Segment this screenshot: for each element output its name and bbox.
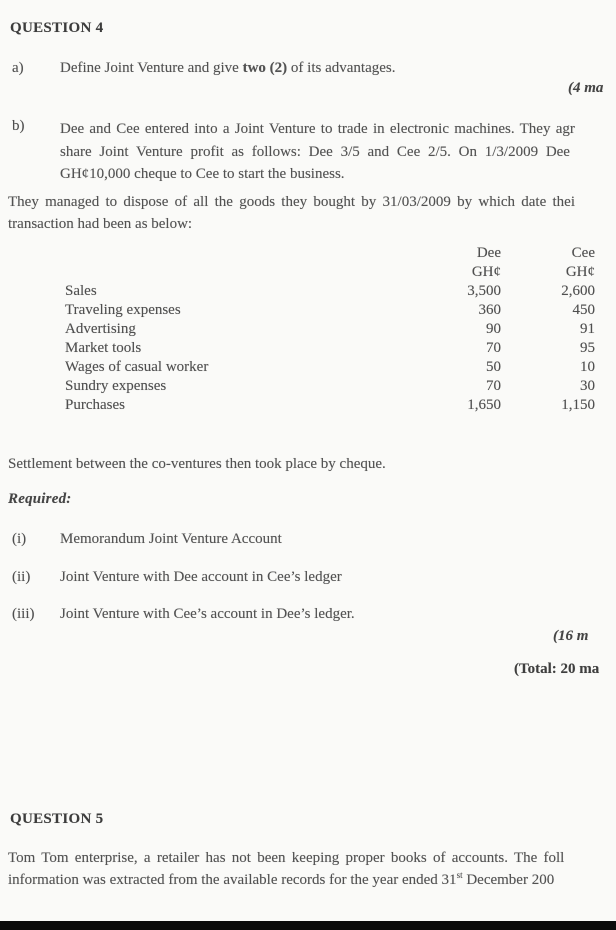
cee-value: 450 — [572, 302, 595, 318]
currency-header-dee: GH¢ — [471, 264, 501, 280]
question-5-line-2-end: December 200 — [462, 872, 555, 888]
part-a-marker: a) — [12, 60, 24, 76]
question-5-line-1: Tom Tom enterprise, a retailer has not been keeping proper books of accounts. The foll — [8, 850, 565, 866]
question-5-line-2-start: information was extracted from the available records for the year ended 31 — [8, 872, 457, 888]
table-header-row — [0, 245, 616, 264]
ordinal-superscript: st — [456, 870, 463, 880]
table-row — [0, 302, 616, 321]
cee-value: 91 — [580, 321, 595, 337]
required-item-3-marker: (iii) — [12, 606, 35, 622]
table-row — [0, 397, 616, 416]
intro-paragraph — [8, 191, 575, 235]
required-item-1-text: Memorandum Joint Venture Account — [60, 531, 282, 547]
required-heading: Required: — [8, 491, 72, 507]
question-5-heading: QUESTION 5 — [10, 811, 104, 827]
row-label: Advertising — [65, 321, 136, 337]
part-a-text — [60, 60, 395, 77]
settlement-text: Settlement between the co-ventures then took place by cheque. — [8, 456, 386, 472]
cee-value: 2,600 — [561, 283, 595, 299]
required-item-1-marker: (i) — [12, 531, 27, 547]
currency-header-cee: GH¢ — [565, 264, 595, 280]
question-5-paragraph — [8, 847, 564, 891]
required-item-3-text: Joint Venture with Cee’s account in Dee’s ledger. — [60, 606, 355, 622]
dee-value: 1,650 — [467, 397, 501, 413]
question-4-heading: QUESTION 4 — [10, 20, 104, 36]
dee-value: 70 — [486, 340, 501, 356]
cee-value: 10 — [580, 359, 595, 375]
intro-line-1: They managed to dispose of all the goods they bought by 31/03/2009 by which date thei — [8, 194, 575, 210]
part-b-paragraph — [60, 118, 575, 186]
part-b-marker: b) — [12, 118, 25, 134]
table-row — [0, 378, 616, 397]
cee-value: 95 — [580, 340, 595, 356]
dee-value: 360 — [478, 302, 501, 318]
row-label: Sales — [65, 283, 97, 299]
required-item-2-text: Joint Venture with Dee account in Cee’s ledger — [60, 569, 342, 585]
marks-16-label: (16 m — [553, 628, 589, 644]
part-b-line-3: GH¢10,000 cheque to Cee to start the business. — [60, 166, 345, 182]
dee-value: 3,500 — [467, 283, 501, 299]
cee-value: 30 — [580, 378, 595, 394]
row-label: Wages of casual worker — [65, 359, 209, 375]
intro-line-2: transaction had been as below: — [8, 216, 193, 232]
table-row — [0, 321, 616, 340]
row-label: Purchases — [65, 397, 125, 413]
part-a-marks-label: (4 ma — [568, 80, 604, 96]
row-label: Market tools — [65, 340, 142, 356]
table-col-header-dee: Dee — [476, 245, 501, 261]
table-currency-row — [0, 264, 616, 283]
dee-value: 70 — [486, 378, 501, 394]
row-label: Sundry expenses — [65, 378, 167, 394]
part-b-line-2: share Joint Venture profit as follows: Dee 3/5 and Cee 2/5. On 1/3/2009 Dee — [60, 143, 570, 160]
dee-value: 50 — [486, 359, 501, 375]
row-label: Traveling expenses — [65, 302, 181, 318]
part-a-text-bold: two (2) — [242, 60, 288, 76]
table-row — [0, 340, 616, 359]
cee-value: 1,150 — [561, 397, 595, 413]
part-b-line-1: Dee and Cee entered into a Joint Venture to trade in electronic machines. They agr — [60, 121, 575, 137]
table-row — [0, 359, 616, 378]
question-5-line-2 — [8, 869, 564, 891]
dee-value: 90 — [486, 321, 501, 337]
required-item-2-marker: (ii) — [12, 569, 31, 585]
bottom-black-bar — [0, 921, 616, 930]
total-marks-label: (Total: 20 ma — [514, 661, 600, 677]
joint-venture-table — [0, 245, 616, 416]
table-col-header-cee: Cee — [571, 245, 595, 261]
part-a-text-end: of its advantages. — [287, 60, 396, 76]
table-row — [0, 283, 616, 302]
part-a-text-start: Define Joint Venture and give — [60, 60, 243, 76]
